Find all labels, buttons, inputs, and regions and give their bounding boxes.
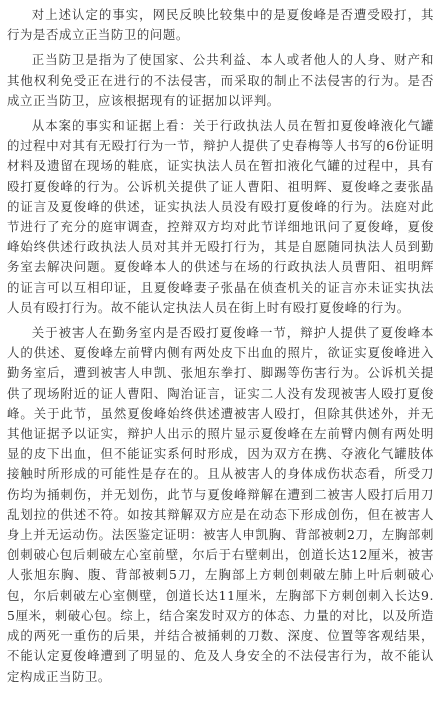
paragraph-4: 关于被害人在勤务室内是否殴打夏俊峰一节，辩护人提供了夏俊峰本人的供述、夏俊峰左前臂内侧有两处皮下出血的照片，欲证实夏俊峰进入勤务室后，遭到被害人申凯、张旭东拳打、脚踢等伤害行为。公诉机关提供了现场附近的证人曹阳、陶治证言，证实二人没有发现被害人殴打夏俊峰。关于此节，虽然夏俊峰始终供述遭被害人殴打，但除其供述外，并无其他证据予以证实，辩护人出示的照片显示夏俊峰在左前臂内侧有两处明显的皮下出血，但不能证实系何时形成，因为双方在携、夺液化气罐肢体接触时所形成的可能性是存在的。且从被害人的身体成伤状态看，所受刀伤均为捅刺伤，并无划伤，此节与夏俊峰辩解在遭到二被害人殴打后用刀乱划拉的供述不符。如按其辩解双方应是在动态下形成创伤，但在被害人身上并无运动伤。法医鉴定证明：被害人申凯胸、背部被刺2刀，左胸部刺创刺破心包后刺破左心室前壁，尔后于右壁刺出，创道长达12厘米，被害人张旭东胸、腹、背部被刺5刀，左胸部上方刺创刺破左肺上叶后刺破心包，尔后刺破左心室侧壁，创道长达11厘米，左胸部下方刺创刺入长达9.5厘米，刺破心包。综上，结合案发时双方的体态、力量的对比，以及所造成的两死一重伤的后果，并结合被捅刺的刀数、深度、位置等客观结果，不能认定夏俊峰遭到了明显的、危及人身安全的不法侵害行为，故不能认定构成正当防卫。	[7, 325, 434, 684]
paragraph-3: 从本案的事实和证据上看：关于行政执法人员在暂扣夏俊峰液化气罐的过程中对其有无殴打行为一节，辩护人提供了史春梅等人书写的6份证明材料及遗留在现场的鞋底，证实执法人员在暂扣液化气罐的过程中，具有殴打夏俊峰的行为。公诉机关提供了证人曹阳、祖明辉、夏俊峰之妻张晶的证言及夏俊峰的供述，证实执法人员没有殴打夏俊峰的行为。法庭对此节进行了充分的庭审调查，控辩双方均对此节详细地讯问了夏俊峰，夏俊峰始终供述行政执法人员对其并无殴打行为，其是自愿随同执法人员到勤务室去解决问题。夏俊峰本人的供述与在场的行政执法人员曹阳、祖明辉的证言可以互相印证，且夏俊峰妻子张晶在侦查机关的证言亦未证实执法人员有殴打行为。故不能认定执法人员在街上时有殴打夏俊峰的行为。	[7, 118, 434, 315]
paragraph-1: 对上述认定的事实，网民反映比较集中的是夏俊峰是否遭受殴打，其行为是否成立正当防卫的问题。	[7, 7, 434, 43]
paragraph-2: 正当防卫是指为了使国家、公共利益、本人或者他人的人身、财产和其他权利免受正在进行的不法侵害，而采取的制止不法侵害的行为。是否成立正当防卫，应该根据现有的证据加以评判。	[7, 52, 434, 108]
